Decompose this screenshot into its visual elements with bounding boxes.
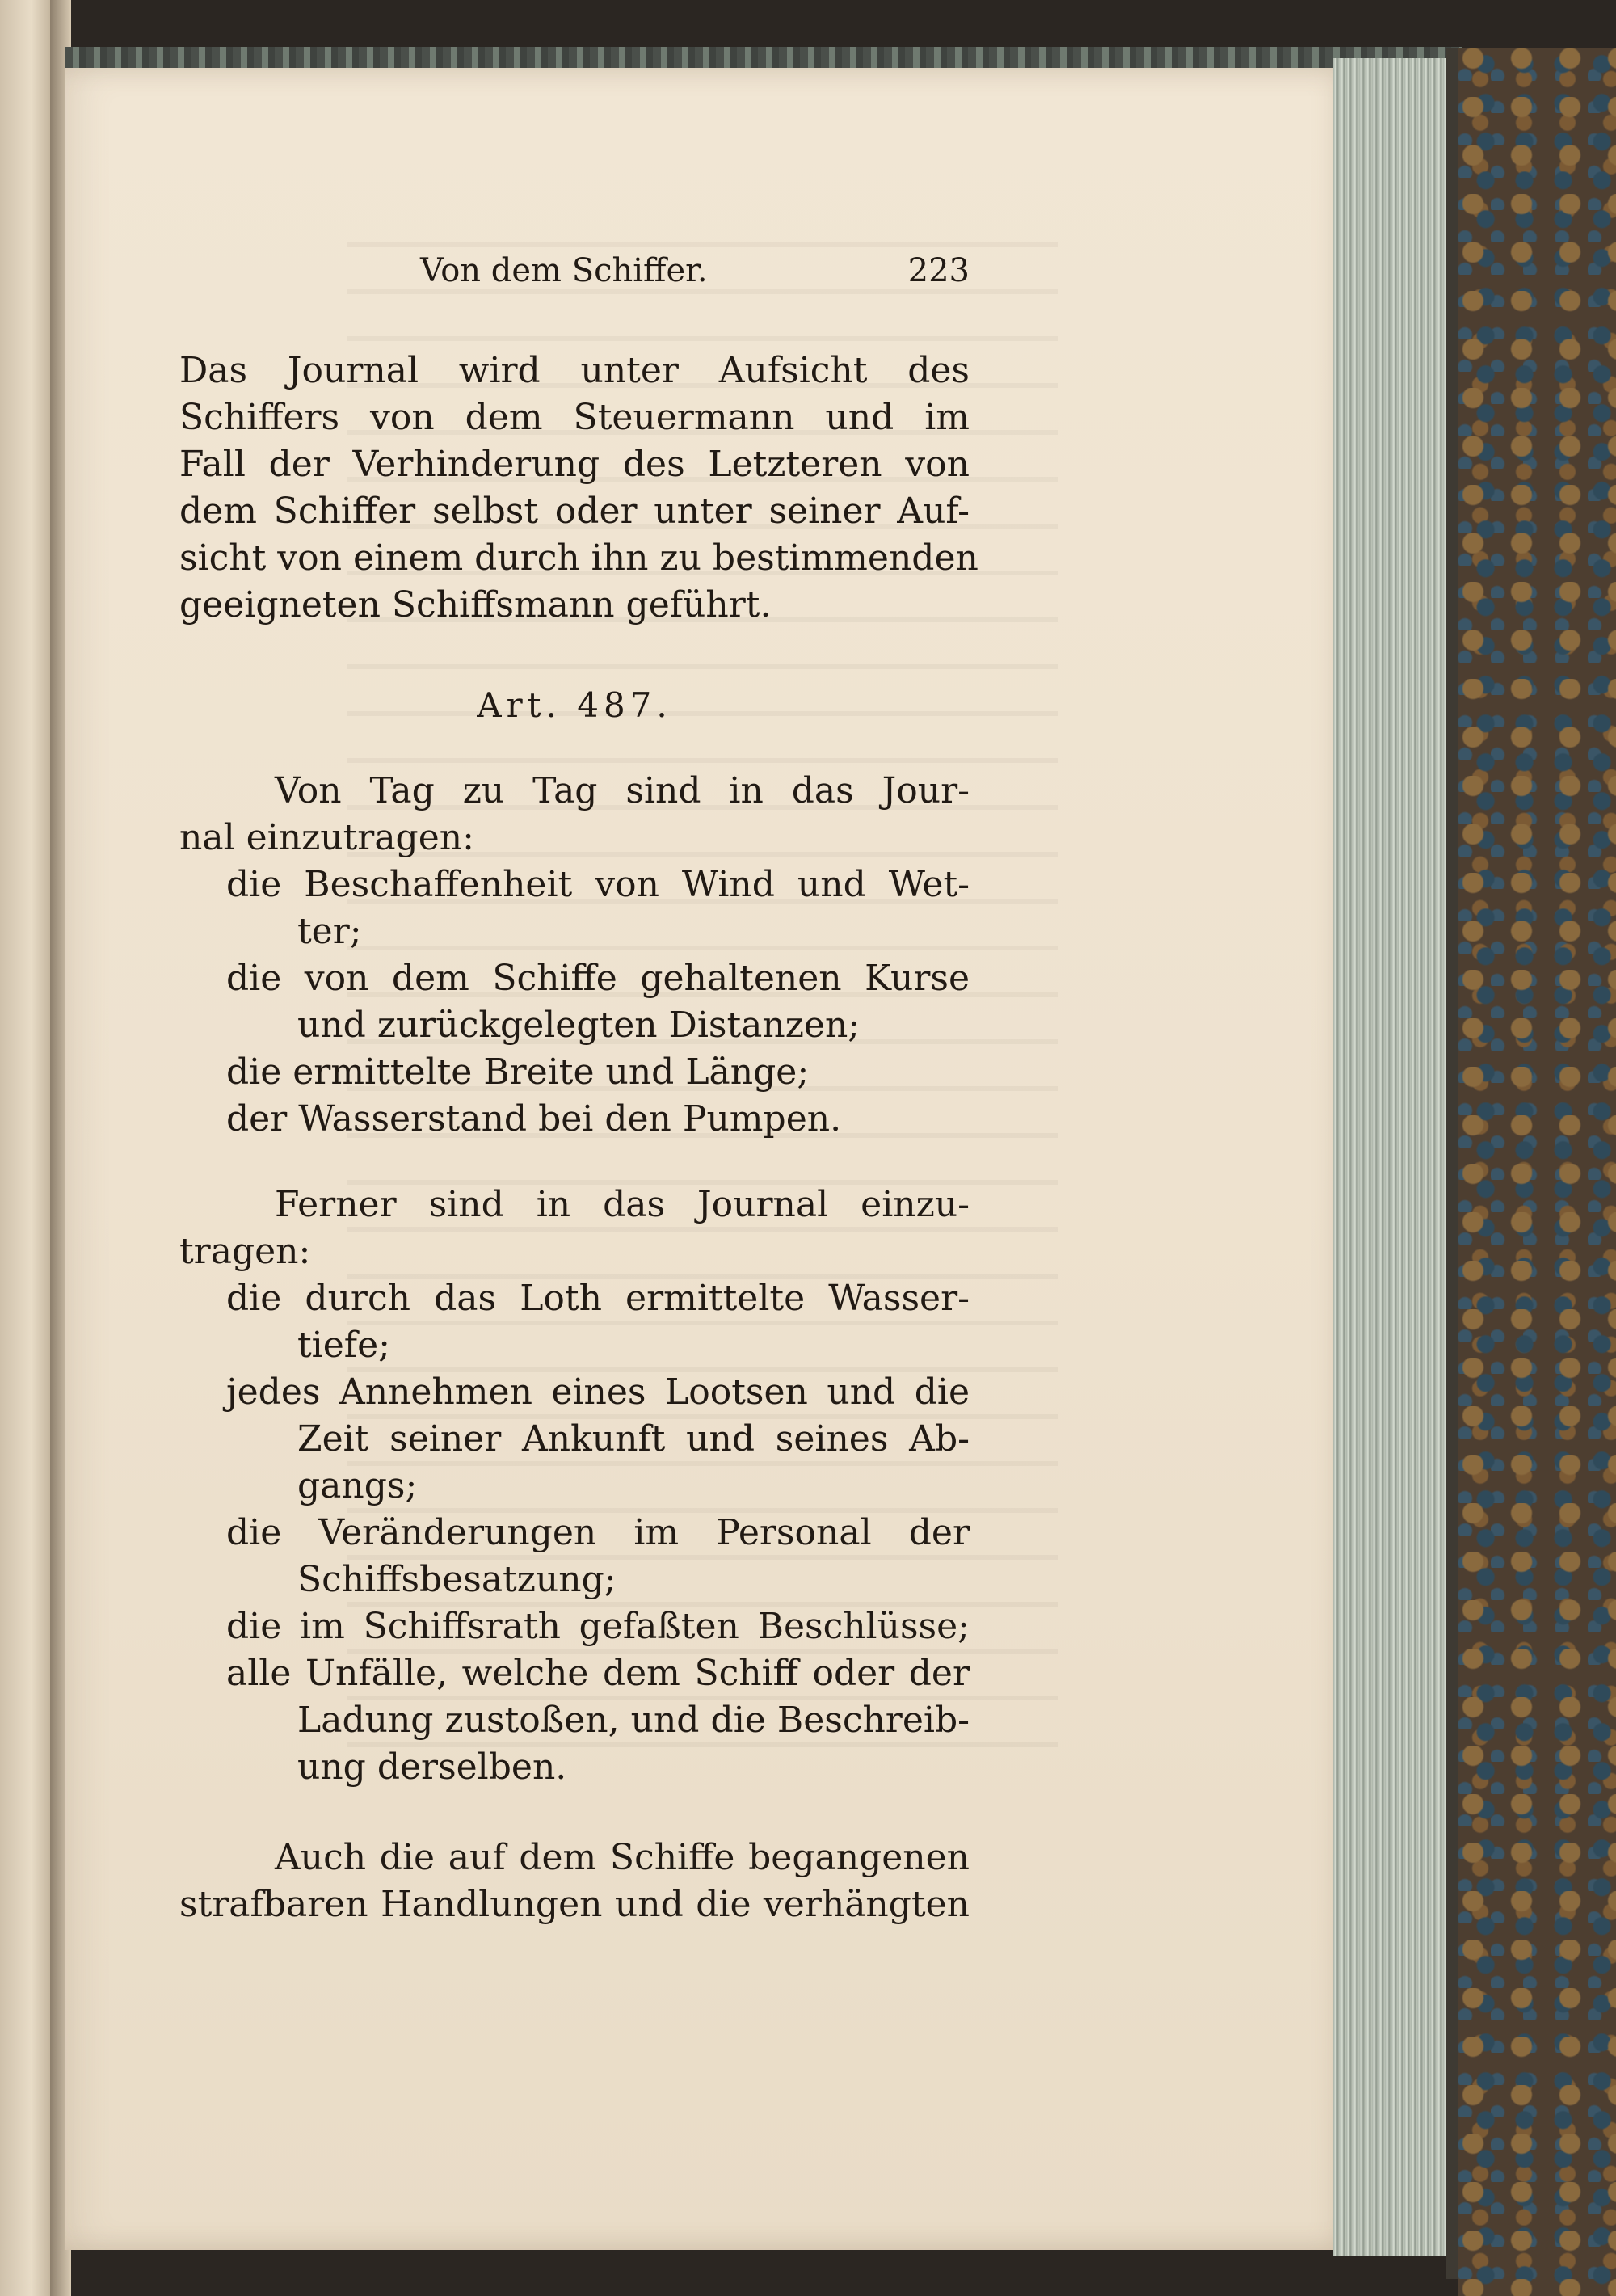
list-item: die durch das Loth ermittelte Wasser- (226, 1278, 970, 1319)
article-heading: Art. 487. (477, 685, 672, 725)
list-item: der Wasserstand bei den Pumpen. (226, 1098, 842, 1140)
paragraph-further-entries (179, 1182, 970, 1791)
text-line: nal einzutragen: (179, 817, 474, 858)
paragraph-criminal-acts (179, 1835, 970, 1928)
running-head: Von dem Schiffer. (420, 252, 708, 289)
list-item: alle Unfälle, welche dem Schiff oder der (226, 1653, 970, 1694)
page-header (179, 252, 970, 301)
list-item: jedes Annehmen eines Lootsen und die (226, 1371, 970, 1413)
text-line: tragen: (179, 1231, 311, 1272)
list-item-continuation: ung derselben. (297, 1746, 567, 1788)
text-line: Auch die auf dem Schiffe begangenen (275, 1837, 970, 1878)
list-item: die im Schiffsrath gefaßten Beschlüsse; (226, 1606, 970, 1647)
list-item-continuation: Zeit seiner Ankunft und seines Ab- (297, 1418, 970, 1460)
text-line: Das Journal wird unter Aufsicht des (179, 350, 970, 391)
list-item-continuation: tiefe; (297, 1325, 390, 1366)
page-edges (1333, 58, 1454, 2256)
text-line: Schiffers von dem Steuermann und im (179, 397, 970, 438)
page-number: 223 (907, 252, 970, 289)
list-item: die von dem Schiffe gehaltenen Kurse (226, 958, 970, 999)
paragraph-daily-entries (179, 768, 970, 1143)
text-line: dem Schiffer selbst oder unter seiner Auf- (179, 491, 970, 532)
text-line: sicht von einem durch ihn zu bestimmenden (179, 537, 978, 579)
list-item-continuation: ter; (297, 911, 362, 952)
paragraph-journal-keeping (179, 348, 978, 629)
list-item-continuation: Ladung zustoßen, und die Beschreib- (297, 1700, 970, 1741)
text-line: strafbaren Handlungen und die verhängten (179, 1884, 970, 1925)
list-item: die Veränderungen im Personal der (226, 1512, 970, 1553)
facing-page-edge (0, 0, 57, 2296)
list-item: die ermittelte Breite und Länge; (226, 1051, 810, 1093)
list-item-continuation: und zurückgelegten Distanzen; (297, 1005, 861, 1046)
text-line: Ferner sind in das Journal einzu- (275, 1184, 970, 1225)
list-item-continuation: gangs; (297, 1465, 418, 1506)
text-line: Von Tag zu Tag sind in das Jour- (275, 770, 970, 811)
list-item-continuation: Schiffsbesatzung; (297, 1559, 617, 1600)
marbled-cover (1458, 48, 1616, 2296)
text-line: geeigneten Schiffsmann geführt. (179, 584, 772, 626)
list-item: die Beschaffenheit von Wind und Wet- (226, 864, 970, 905)
text-line: Fall der Verhinderung des Letzteren von (179, 444, 970, 485)
